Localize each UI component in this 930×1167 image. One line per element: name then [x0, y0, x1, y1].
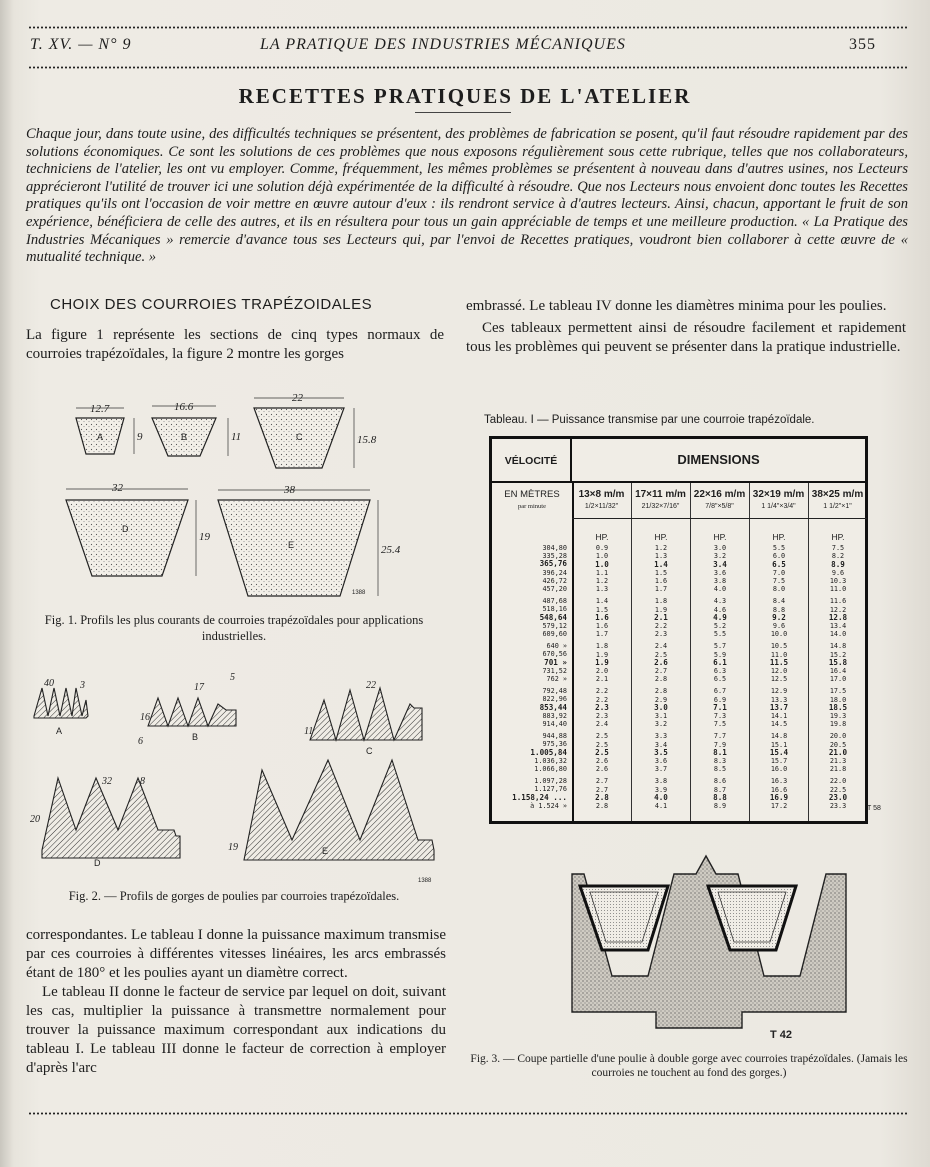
hp-cell: 3.6 [654, 757, 668, 766]
unit-label: EN MÈTRES [504, 489, 560, 500]
hp-cell: 4.1 [654, 802, 668, 811]
hp-column [809, 533, 867, 810]
dimension-column-header [749, 483, 808, 519]
hp-cell: 4.9 [713, 612, 727, 622]
article-continuation [26, 926, 446, 1078]
dim-22: 22 [292, 392, 303, 404]
unit-sublabel: par minute [518, 503, 546, 510]
g-dim-11: 11 [304, 726, 314, 737]
label-b: B [181, 432, 188, 442]
hp-cell: 1.8 [595, 642, 609, 651]
hp-cell: 13.3 [770, 695, 788, 704]
speed-cell: 426,72 [542, 576, 567, 585]
hp-cell: 2.5 [595, 747, 609, 757]
hp-cell: 15.4 [769, 747, 789, 757]
hp-cell: 15.2 [829, 650, 847, 659]
g-dim-40a: 40 [44, 678, 54, 689]
hp-cell: 3.4 [654, 740, 668, 749]
speed-cell: à 1.524 » [530, 801, 567, 810]
hp-cell: 7.1 [713, 702, 727, 712]
hp-cell: 2.2 [595, 695, 609, 704]
hp-label: HP. [831, 532, 845, 542]
g-dim-22: 22 [366, 680, 376, 691]
fig1-ref: 1388 [352, 590, 366, 596]
speed-cell: 914,40 [542, 720, 567, 729]
hp-cell: 17.2 [770, 802, 788, 811]
velocity-column [492, 483, 574, 821]
hp-cell: 12.8 [828, 612, 848, 622]
article-paragraph-5: Ces tableaux permettent ainsi de résoudre facilement et rapidement tous les problèmes qui peuvent se présenter dans la pratique industrielle. [466, 320, 906, 355]
hp-cell: 2.3 [595, 712, 609, 721]
g-label-d: D [94, 858, 101, 868]
hp-cell: 11.5 [769, 657, 789, 667]
svg-text:T 58: T 58 [867, 805, 881, 812]
page-number: 355 [849, 36, 876, 53]
hp-cell: 10.3 [829, 577, 847, 586]
bottom-dotted-rule [28, 1112, 908, 1115]
speed-cell: 518,16 [542, 605, 567, 614]
hp-cell: 10.5 [770, 642, 788, 651]
dimension-column-header [572, 483, 631, 519]
hp-cell: 15.8 [828, 657, 848, 667]
hp-cell: 22.0 [829, 777, 847, 786]
dim-9: 9 [137, 431, 143, 443]
speed-cell: 548,64 [539, 612, 567, 622]
speed-cell: 1.005,84 [530, 747, 567, 757]
hp-cell: 2.5 [654, 650, 668, 659]
hp-cell: 19.3 [829, 712, 847, 721]
hp-cell: 10.0 [770, 630, 788, 639]
hp-cell: 6.7 [713, 687, 727, 696]
fig1-caption: Fig. 1. Profils les plus courants de courroies trapézoïdales pour applications industrielles. [44, 613, 424, 643]
speed-cell: 670,56 [542, 650, 567, 659]
hp-cell: 12.9 [770, 687, 788, 696]
hp-cell: 11.6 [829, 597, 847, 606]
hp-cell: 5.5 [772, 544, 786, 553]
speed-cell: 1.127,76 [534, 785, 567, 794]
table-caption: Tableau. I — Puissance transmise par une courroie trapézoïdale. [484, 414, 815, 426]
label-a: A [97, 432, 104, 442]
hp-cell: 2.6 [654, 657, 668, 667]
g-dim-16: 16 [140, 712, 150, 723]
hp-cell: 15.7 [770, 757, 788, 766]
g-label-e: E [322, 846, 329, 856]
hp-cell: 16.4 [829, 667, 847, 676]
g-dim-17: 17 [194, 682, 204, 693]
page-title: RECETTES PRATIQUES DE L'ATELIER [238, 84, 692, 108]
speed-cell: 701 » [544, 657, 567, 667]
hp-cell: 7.7 [713, 732, 727, 741]
speed-cell: 822,96 [542, 695, 567, 704]
hp-cell: 1.9 [595, 650, 609, 659]
header-dotted-rule [28, 66, 908, 69]
g-dim-6: 6 [138, 736, 143, 747]
hp-cell: 16.3 [770, 777, 788, 786]
hp-cell: 18.0 [829, 695, 847, 704]
hp-cell: 9.6 [772, 622, 786, 631]
hp-cell: 3.0 [654, 702, 668, 712]
hp-cell: 12.0 [770, 667, 788, 676]
hp-cell: 1.3 [654, 552, 668, 561]
dimension-column-header [631, 483, 690, 519]
hp-cell: 23.3 [829, 802, 847, 811]
hp-cell: 23.0 [828, 792, 848, 802]
hp-cell: 8.7 [713, 785, 727, 794]
dim-11: 11 [231, 431, 242, 443]
speed-cell: 335,28 [542, 552, 567, 561]
hp-cell: 6.9 [713, 695, 727, 704]
hp-cell: 3.8 [654, 777, 668, 786]
hp-cell: 8.4 [772, 597, 786, 606]
fig2-caption: Fig. 2. — Profils de gorges de poulies par courroies trapézoïdales. [68, 889, 400, 903]
hp-cell: 1.0 [595, 559, 609, 569]
hp-cell: 4.0 [654, 792, 668, 802]
fig2-pulley-grooves [22, 660, 442, 882]
hp-cell: 16.0 [770, 765, 788, 774]
hp-cell: 11.0 [829, 585, 847, 594]
fig3-ref: T 42 [770, 1029, 793, 1040]
speed-cell: 792,48 [542, 687, 567, 696]
hp-cell: 1.2 [595, 577, 609, 586]
hp-cell: 16.6 [770, 785, 788, 794]
hp-cell: 12.2 [829, 605, 847, 614]
intro-paragraph: Chaque jour, dans toute usine, des difficultés techniques se présentent, des problèmes de fabrication se posent, qu'il faut résoudre rapidement par des solutions économiques. Ce sont les solutions de ces problèmes que nous exposons régulièrement sous cette rubrique, telles que nos collaborateurs, techniciens de l'atelier, les ont vu employer. Comme, fréquemment, les mêmes problèmes se présentent à nouveau dans d'autres usines, nos Lecteurs apprécieront l'utilité de trouver ici une solution déjà expérimentée de la difficulté à résoudre. Que nos Lecteurs nous envoient donc toutes les Recettes pratiques qu'ils ont l'occasion de voir mettre en œuvre autour d'eux : ils rendront service à d'autres lecteurs. Ainsi, chacun, apportant le fruit de son expérience, bénéficiera de celle des autres, et ils en résultera pour tous un gain appréciable de temps et une meilleure production. « La Pratique des Industries Mécaniques » remercie d'avance tous ses Lecteurs qui, par l'envoi de Recettes pratiques, voudront bien collaborer à cette œuvre de « mutualité technique. » [26, 126, 908, 266]
g-dim-32: 32 [102, 776, 112, 787]
dimension-column-header [690, 483, 749, 519]
dim-16-6: 16.6 [174, 401, 194, 413]
column-inch: 1 1/2"×1" [823, 503, 852, 510]
speed-cell: 487,68 [542, 597, 567, 606]
column-inch: 21/32×7/16" [641, 503, 680, 510]
hp-cell: 2.8 [595, 792, 609, 802]
hp-cell: 1.9 [595, 657, 609, 667]
hp-cell: 1.5 [595, 605, 609, 614]
hp-cell: 5.5 [713, 630, 727, 639]
hp-label: HP. [595, 532, 609, 542]
hp-cell: 15.1 [770, 740, 788, 749]
hp-cell: 8.1 [713, 747, 727, 757]
speed-cell: 762 » [546, 675, 567, 684]
hp-cell: 2.7 [595, 785, 609, 794]
speed-cell: 883,92 [542, 711, 567, 720]
hp-cell: 2.6 [595, 765, 609, 774]
hp-column [632, 533, 690, 810]
hp-cell: 8.3 [713, 757, 727, 766]
hp-cell: 2.7 [654, 667, 668, 676]
hp-cell: 2.6 [595, 757, 609, 766]
g-dim-8: 8 [140, 776, 145, 787]
hp-cell: 1.6 [595, 612, 609, 622]
hp-cell: 3.7 [654, 765, 668, 774]
speed-cell: 853,44 [539, 702, 567, 712]
hp-cell: 2.5 [595, 740, 609, 749]
hp-cell: 14.8 [829, 642, 847, 651]
hp-cell: 3.6 [713, 568, 727, 577]
hp-cell: 7.5 [772, 577, 786, 586]
dimension-column-header [808, 483, 867, 519]
speed-cell: 304,80 [542, 544, 567, 552]
g-label-b: B [192, 732, 199, 742]
speed-values [492, 544, 567, 810]
hp-cell: 8.2 [831, 552, 845, 561]
hp-cell: 3.0 [713, 544, 727, 553]
hp-cell: 1.7 [654, 585, 668, 594]
speed-cell: 365,76 [539, 559, 567, 569]
hp-cell: 3.8 [713, 577, 727, 586]
hp-column [691, 533, 749, 810]
hp-cell: 8.8 [713, 792, 727, 802]
speed-cell: 396,24 [542, 568, 567, 577]
hp-cell: 2.8 [654, 675, 668, 684]
hp-label: HP. [654, 532, 668, 542]
hp-cell: 9.6 [831, 568, 845, 577]
hp-cell: 3.9 [654, 785, 668, 794]
hp-cell: 8.9 [713, 802, 727, 811]
fig3-caption: Fig. 3. — Coupe partielle d'une poulie à double gorge avec courroies trapézoïdales. (Jamais les courroies ne touchent au fond des gorges.) [470, 1053, 908, 1079]
column-inch: 1/2×11/32" [584, 503, 619, 510]
title-underline [415, 112, 511, 113]
hp-cell: 19.8 [829, 720, 847, 729]
speed-cell: 1.158,24 ... [512, 792, 567, 802]
hp-cell: 2.3 [595, 702, 609, 712]
hp-cell: 1.2 [654, 544, 668, 553]
hp-cell: 1.8 [654, 597, 668, 606]
hp-cell: 6.0 [772, 552, 786, 561]
hp-cell: 6.3 [713, 667, 727, 676]
hp-cell: 8.0 [772, 585, 786, 594]
hp-cell: 2.0 [595, 667, 609, 676]
hp-cell: 20.0 [829, 732, 847, 741]
hp-cell: 16.9 [769, 792, 789, 802]
hp-cell: 1.3 [595, 585, 609, 594]
dim-32: 32 [112, 482, 123, 494]
label-d: D [122, 524, 129, 534]
speed-cell: 579,12 [542, 621, 567, 630]
hp-cell: 13.4 [829, 622, 847, 631]
hp-cell: 4.6 [713, 605, 727, 614]
g-label-c: C [366, 746, 373, 756]
hp-cell: 8.8 [772, 605, 786, 614]
hp-cell: 2.4 [595, 720, 609, 729]
hp-cell: 2.3 [654, 630, 668, 639]
hp-cell: 21.3 [829, 757, 847, 766]
hp-cell: 7.0 [772, 568, 786, 577]
g-label-a: A [56, 726, 63, 736]
hp-cell: 7.5 [831, 544, 845, 553]
g-dim-19: 19 [228, 842, 238, 853]
hp-cell: 1.9 [654, 605, 668, 614]
hp-cell: 20.5 [829, 740, 847, 749]
hp-cell: 21.8 [829, 765, 847, 774]
hp-cell: 2.8 [595, 802, 609, 811]
hp-cell: 7.5 [713, 720, 727, 729]
speed-cell: 1.066,80 [534, 765, 567, 774]
hp-cell: 22.5 [829, 785, 847, 794]
dim-19: 19 [199, 531, 210, 543]
hp-cell: 8.6 [713, 777, 727, 786]
hp-label: HP. [772, 532, 786, 542]
hp-cell: 3.4 [713, 559, 727, 569]
g-dim-5: 5 [230, 672, 235, 683]
hp-cell: 14.8 [770, 732, 788, 741]
volume-number: T. XV. — N° 9 [30, 36, 132, 53]
hp-cell: 9.2 [772, 612, 786, 622]
hp-cell: 2.1 [595, 675, 609, 684]
speed-cell: 457,20 [542, 585, 567, 594]
column-mm: 17×11 m/m [635, 489, 686, 500]
hp-label: HP. [713, 532, 727, 542]
hp-cell: 3.1 [654, 712, 668, 721]
hp-cell: 3.2 [713, 552, 727, 561]
journal-title: LA PRATIQUE DES INDUSTRIES MÉCANIQUES [260, 36, 626, 53]
article-paragraph-4: embrassé. Le tableau IV donne les diamètres minima pour les poulies. [466, 298, 887, 314]
table-ref [866, 800, 886, 824]
hp-cell: 2.2 [654, 622, 668, 631]
hp-cell: 2.2 [595, 687, 609, 696]
hp-cell: 11.0 [770, 650, 788, 659]
dim-15-8: 15.8 [357, 434, 377, 446]
hp-cell: 7.9 [713, 740, 727, 749]
column-mm: 22×16 m/m [693, 489, 746, 500]
column-mm: 13×8 m/m [578, 489, 625, 500]
speed-cell: 1.036,32 [534, 756, 567, 765]
speed-cell: 731,52 [542, 666, 567, 675]
label-e: E [288, 540, 295, 550]
speed-cell: 609,60 [542, 630, 567, 639]
dim-12-7: 12.7 [90, 403, 110, 415]
hp-column [573, 533, 631, 810]
hp-cell: 13.7 [769, 702, 789, 712]
column-inch: 1 1/4"×3/4" [761, 503, 796, 510]
article-paragraph-3: Le tableau II donne le facteur de service par lequel on doit, suivant les cas, multiplier la puissance à transmettre normalement pour trouver la puissance maximum correspondant aux indications du tableau I. Le tableau III donne le facteur de correction à employer d'après l'arc [26, 984, 446, 1076]
g-dim-20: 20 [30, 814, 40, 825]
fig2-ref: 1388 [418, 878, 432, 882]
hp-cell: 14.5 [770, 720, 788, 729]
hp-cell: 4.3 [713, 597, 727, 606]
hp-cell: 2.8 [654, 687, 668, 696]
hp-cell: 1.4 [654, 559, 668, 569]
dim-25-4: 25.4 [381, 544, 400, 556]
hp-cell: 8.5 [713, 765, 727, 774]
column-mm: 32×19 m/m [752, 489, 805, 500]
running-header [30, 36, 890, 58]
hp-cell: 18.5 [828, 702, 848, 712]
hp-cell: 21.0 [828, 747, 848, 757]
speed-cell: 1.097,28 [534, 777, 567, 786]
label-c: C [296, 432, 303, 442]
article-paragraph-2: correspondantes. Le tableau I donne la puissance maximum transmise par ces courroies à différentes vitesses linéaires, les arcs embrassés étant de 180° et les poulies ayant un diamètre correct. [26, 927, 446, 981]
column-mm: 38×25 m/m [811, 489, 864, 500]
hp-cell: 0.9 [595, 544, 609, 553]
hp-cell: 14.0 [829, 630, 847, 639]
hp-column [750, 533, 808, 810]
hp-cell: 8.9 [831, 559, 845, 569]
hp-cell: 1.7 [595, 630, 609, 639]
hp-cell: 3.3 [654, 732, 668, 741]
top-dotted-rule [28, 26, 908, 29]
hp-cell: 17.0 [829, 675, 847, 684]
hp-cell: 6.5 [772, 559, 786, 569]
hp-cell: 5.2 [713, 622, 727, 631]
hp-cell: 2.9 [654, 695, 668, 704]
fig1-belt-sections [60, 388, 400, 608]
hp-cell: 3.5 [654, 747, 668, 757]
column-inch: 7/8"×5/8" [705, 503, 734, 510]
hp-cell: 2.1 [654, 612, 668, 622]
hp-cell: 1.1 [595, 568, 609, 577]
hp-cell: 1.0 [595, 552, 609, 561]
right-column-text [466, 297, 906, 360]
fig3-pulley-section [546, 852, 866, 1040]
hp-cell: 3.2 [654, 720, 668, 729]
hp-cell: 2.5 [595, 732, 609, 741]
hp-cell: 1.5 [654, 568, 668, 577]
hp-cell: 6.5 [713, 675, 727, 684]
speed-cell: 944,88 [542, 732, 567, 741]
dimensions-header: DIMENSIONS [572, 439, 865, 483]
hp-cell: 1.6 [595, 622, 609, 631]
g-dim-3: 3 [80, 680, 85, 691]
speed-cell: 640 » [546, 642, 567, 651]
hp-cell: 2.7 [595, 777, 609, 786]
hp-cell: 7.3 [713, 712, 727, 721]
power-table [489, 436, 868, 824]
hp-cell: 6.1 [713, 657, 727, 667]
article-heading: CHOIX DES COURROIES TRAPÉZOIDALES [50, 296, 373, 313]
hp-cell: 1.4 [595, 597, 609, 606]
hp-cell: 14.1 [770, 712, 788, 721]
dim-38: 38 [284, 484, 295, 496]
article-paragraph-1: La figure 1 représente les sections de cinq types normaux de courroies trapézoïdales, la figure 2 montre les gorges [26, 327, 444, 362]
velocity-header: VÉLOCITÉ [492, 439, 572, 483]
hp-cell: 4.0 [713, 585, 727, 594]
hp-cell: 5.7 [713, 642, 727, 651]
hp-cell: 5.9 [713, 650, 727, 659]
hp-cell: 1.6 [654, 577, 668, 586]
speed-cell: 975,36 [542, 740, 567, 749]
hp-cell: 2.4 [654, 642, 668, 651]
hp-cell: 17.5 [829, 687, 847, 696]
hp-cell: 12.5 [770, 675, 788, 684]
